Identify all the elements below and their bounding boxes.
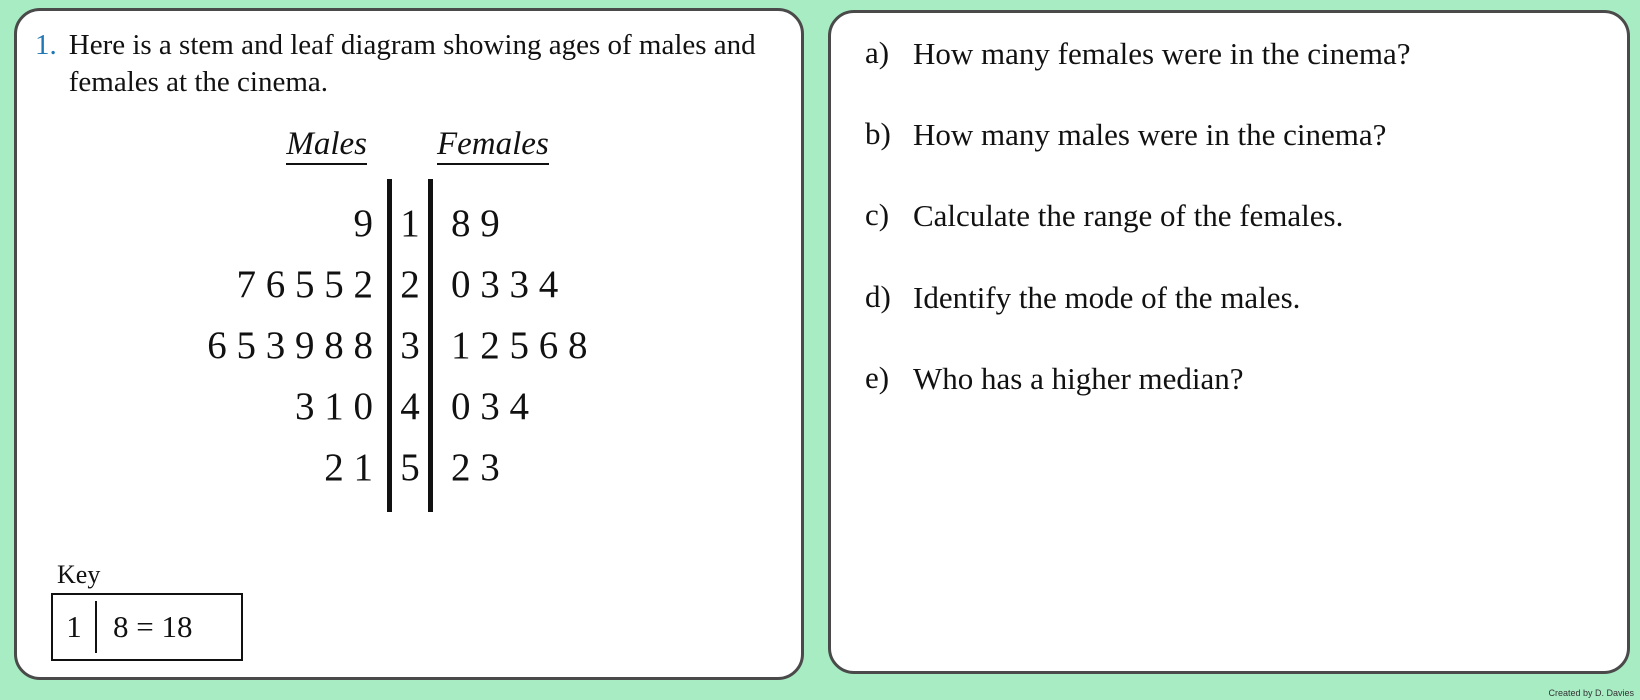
males-leaf-row: 9 — [353, 202, 373, 246]
key-box — [51, 593, 243, 661]
list-item — [865, 197, 1593, 234]
stem-and-leaf-diagram — [17, 119, 801, 512]
key-label: Key — [57, 560, 101, 589]
females-heading — [395, 126, 695, 163]
list-item — [865, 360, 1593, 397]
sub-question-letter: b) — [865, 116, 891, 152]
females-leaf-row: 2 3 — [451, 446, 500, 490]
question-card — [14, 8, 804, 680]
credit-text: Created by D. Davies — [1548, 688, 1634, 698]
key-section — [51, 560, 243, 661]
males-leaf-row: 6 5 3 9 8 8 — [207, 324, 373, 368]
question-text: Here is a stem and leaf diagram showing ages of males and females at the cinema. — [68, 29, 756, 99]
stem-row: 2 — [400, 263, 420, 307]
females-heading-label: Females — [437, 126, 549, 165]
stem-row: 4 — [400, 385, 420, 429]
column-spacer-top — [35, 179, 373, 193]
list-item — [865, 116, 1593, 153]
diagram-headings — [35, 119, 801, 163]
sub-questions-list — [831, 13, 1627, 397]
sub-question-text: Who has a higher median? — [913, 360, 1244, 396]
column-spacer-bottom — [35, 498, 373, 512]
sub-question-text: How many males were in the cinema? — [913, 117, 1387, 153]
males-leaf-row: 2 1 — [324, 446, 373, 490]
stem-column — [387, 179, 433, 512]
column-spacer-top — [451, 179, 588, 193]
column-spacer-top — [400, 179, 420, 193]
females-leaf-row: 0 3 4 — [451, 385, 529, 429]
sub-question-letter: e) — [865, 359, 890, 395]
sub-question-text: How many females were in the cinema? — [913, 36, 1411, 71]
sub-question-text: Identify the mode of the males. — [913, 279, 1301, 315]
stem-leaf-table — [35, 179, 801, 512]
sub-questions-card — [828, 10, 1630, 674]
females-leaf-row: 0 3 3 4 — [451, 263, 559, 307]
sub-question-text: Calculate the range of the females. — [913, 198, 1344, 234]
males-heading-label: Males — [286, 126, 367, 165]
list-item — [865, 35, 1593, 72]
sub-question-letter: d) — [865, 278, 891, 314]
females-leaf-row: 8 9 — [451, 202, 500, 246]
sub-question-letter: a) — [865, 35, 890, 70]
males-leaves-column — [35, 179, 387, 512]
stem-row: 1 — [400, 202, 420, 246]
males-leaf-row: 3 1 0 — [295, 385, 373, 429]
males-leaf-row: 7 6 5 5 2 — [236, 263, 373, 307]
column-spacer-bottom — [400, 498, 420, 512]
sub-question-letter: c) — [865, 197, 890, 233]
stem-row: 5 — [400, 446, 420, 490]
key-equation: 8 = 18 — [113, 609, 193, 644]
column-spacer-bottom — [451, 498, 588, 512]
question-header — [17, 11, 801, 101]
key-stem-value: 1 — [53, 601, 97, 653]
question-number: 1. — [35, 29, 57, 61]
females-leaves-column — [433, 179, 588, 512]
females-leaf-row: 1 2 5 6 8 — [451, 324, 588, 368]
males-heading — [35, 126, 395, 163]
stem-row: 3 — [400, 324, 420, 368]
list-item — [865, 279, 1593, 316]
